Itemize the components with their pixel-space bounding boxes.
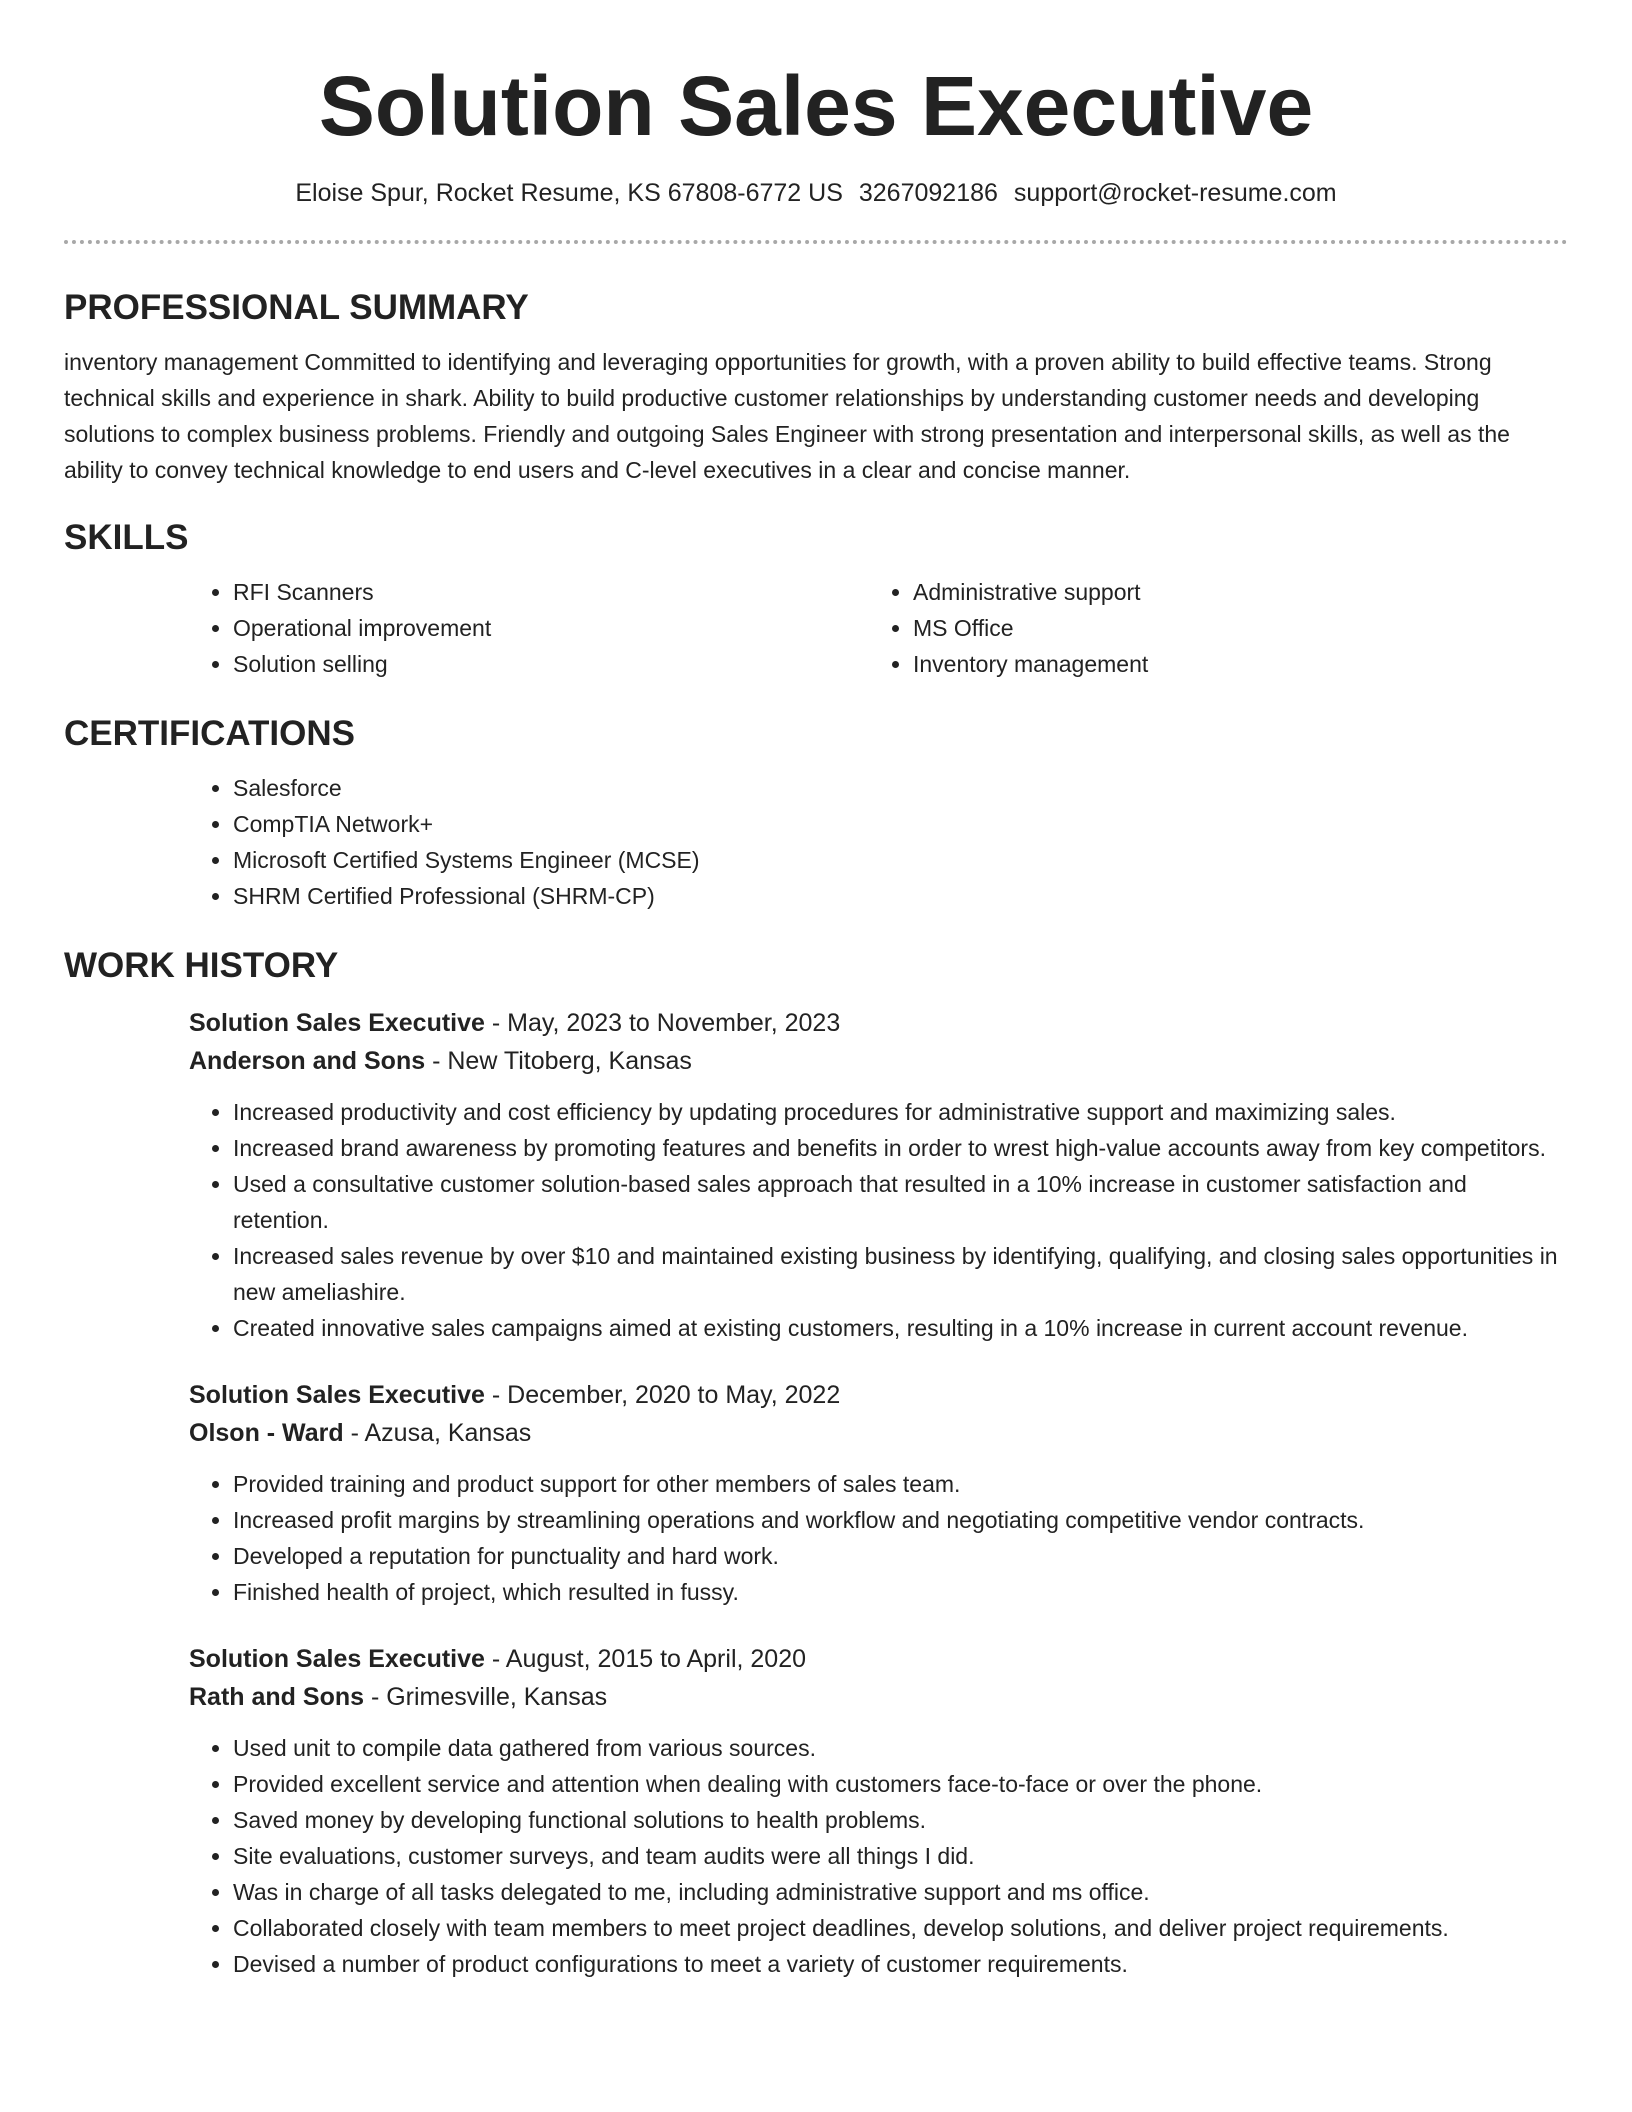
job-bullets xyxy=(189,1466,1568,1610)
job-entry xyxy=(189,1004,1568,1346)
skill-item: • MS Office xyxy=(913,610,1549,646)
job-entry xyxy=(189,1640,1568,1982)
job-title-line: Solution Sales Executive - May, 2023 to November, 2023 xyxy=(189,1009,841,1037)
job-bullet: • Used a consultative customer solution-based sales approach that resulted in a 10% increase in customer satisfaction and retention. xyxy=(233,1166,1568,1238)
job-bullet: • Developed a reputation for punctuality and hard work. xyxy=(233,1538,1568,1574)
job-bullet: • Was in charge of all tasks delegated to me, including administrative support and ms office. xyxy=(233,1874,1568,1910)
contact-phone: 3267092186 xyxy=(858,179,998,207)
work-history-section xyxy=(64,944,1568,1982)
job-bullet: • Provided excellent service and attention when dealing with customers face-to-face or over the phone. xyxy=(233,1766,1568,1802)
job-company: Olson - Ward xyxy=(189,1419,344,1447)
skills-section xyxy=(64,516,1568,682)
job-bullet: • Increased sales revenue by over $10 and maintained existing business by identifying, qualifying, and closing sales opportunities in new ameliashire. xyxy=(233,1238,1568,1310)
job-company-line: Anderson and Sons - New Titoberg, Kansas xyxy=(189,1047,692,1075)
certification-item: • SHRM Certified Professional (SHRM-CP) xyxy=(233,878,1568,914)
job-title-line: Solution Sales Executive - December, 2020 to May, 2022 xyxy=(189,1381,841,1409)
job-bullet: • Increased profit margins by streamlining operations and workflow and negotiating competitive vendor contracts. xyxy=(233,1502,1568,1538)
job-location: New Titoberg, Kansas xyxy=(447,1047,692,1075)
job-dates: May, 2023 to November, 2023 xyxy=(507,1009,841,1037)
job-bullet: • Increased brand awareness by promoting features and benefits in order to wrest high-value accounts away from key competitors. xyxy=(233,1130,1568,1166)
certifications-heading: CERTIFICATIONS xyxy=(64,714,356,753)
skills-heading: SKILLS xyxy=(64,518,189,557)
contact-address: Eloise Spur, Rocket Resume, KS 67808-6772 US xyxy=(295,179,843,207)
job-bullet: • Provided training and product support for other members of sales team. xyxy=(233,1466,1568,1502)
job-bullet: • Devised a number of product configurations to meet a variety of customer requirements. xyxy=(233,1946,1568,1982)
contact-line xyxy=(64,176,1568,210)
skills-column-right xyxy=(869,574,1549,682)
summary-heading: PROFESSIONAL SUMMARY xyxy=(64,288,529,327)
job-company-line: Olson - Ward - Azusa, Kansas xyxy=(189,1419,532,1447)
certification-item: • Microsoft Certified Systems Engineer (MCSE) xyxy=(233,842,1568,878)
job-bullet: • Created innovative sales campaigns aimed at existing customers, resulting in a 10% increase in current account revenue. xyxy=(233,1310,1568,1346)
resume-page xyxy=(64,0,1568,1982)
contact-email: support@rocket-resume.com xyxy=(1013,179,1337,207)
job-title: Solution Sales Executive xyxy=(189,1645,485,1673)
job-dates: December, 2020 to May, 2022 xyxy=(507,1381,841,1409)
job-bullet: • Finished health of project, which resulted in fussy. xyxy=(233,1574,1568,1610)
job-title: Solution Sales Executive xyxy=(189,1381,485,1409)
summary-section xyxy=(64,286,1568,488)
job-company: Rath and Sons xyxy=(189,1683,365,1711)
certifications-body xyxy=(189,770,1568,914)
job-dates: August, 2015 to April, 2020 xyxy=(505,1645,807,1673)
summary-text: inventory management Committed to identifying and leveraging opportunities for growth, with a proven ability to build effective teams. Strong technical skills and experience in shark. Ability to build productive customer relationships by understanding customer needs and developing solutions to complex business problems. Friendly and outgoing Sales Engineer with strong presentation and interpersonal skills, as well as the ability to convey technical knowledge to end users and C-level executives in a clear and concise manner. xyxy=(64,349,1510,483)
job-title: Solution Sales Executive xyxy=(189,1009,485,1037)
skills-grid xyxy=(189,574,1568,682)
certifications-section xyxy=(64,712,1568,914)
job-entry xyxy=(189,1376,1568,1610)
job-bullet: • Site evaluations, customer surveys, and team audits were all things I did. xyxy=(233,1838,1568,1874)
job-bullets xyxy=(189,1730,1568,1982)
job-company-line: Rath and Sons - Grimesville, Kansas xyxy=(189,1683,608,1711)
skills-list-left xyxy=(189,574,869,682)
job-company: Anderson and Sons xyxy=(189,1047,426,1075)
skills-list-right xyxy=(869,574,1549,682)
work-history-heading: WORK HISTORY xyxy=(64,946,339,985)
job-bullet: • Saved money by developing functional solutions to health problems. xyxy=(233,1802,1568,1838)
certification-item: • Salesforce xyxy=(233,770,1568,806)
certification-item: • CompTIA Network+ xyxy=(233,806,1568,842)
skill-item: • Administrative support xyxy=(913,574,1549,610)
skill-item: • RFI Scanners xyxy=(233,574,869,610)
job-location: Grimesville, Kansas xyxy=(386,1683,608,1711)
job-bullet: • Used unit to compile data gathered from various sources. xyxy=(233,1730,1568,1766)
skill-item: • Solution selling xyxy=(233,646,869,682)
skill-item: • Operational improvement xyxy=(233,610,869,646)
header-divider xyxy=(64,240,1568,244)
job-bullets xyxy=(189,1094,1568,1346)
resume-title: Solution Sales Executive xyxy=(318,59,1314,153)
job-bullet: • Increased productivity and cost efficiency by updating procedures for administrative support and maximizing sales. xyxy=(233,1094,1568,1130)
job-location: Azusa, Kansas xyxy=(364,1419,532,1447)
job-bullet: • Collaborated closely with team members to meet project deadlines, develop solutions, and deliver project requirements. xyxy=(233,1910,1568,1946)
skills-column-left xyxy=(189,574,869,682)
job-title-line: Solution Sales Executive - August, 2015 to April, 2020 xyxy=(189,1645,807,1673)
skill-item: • Inventory management xyxy=(913,646,1549,682)
certifications-list xyxy=(189,770,1568,914)
